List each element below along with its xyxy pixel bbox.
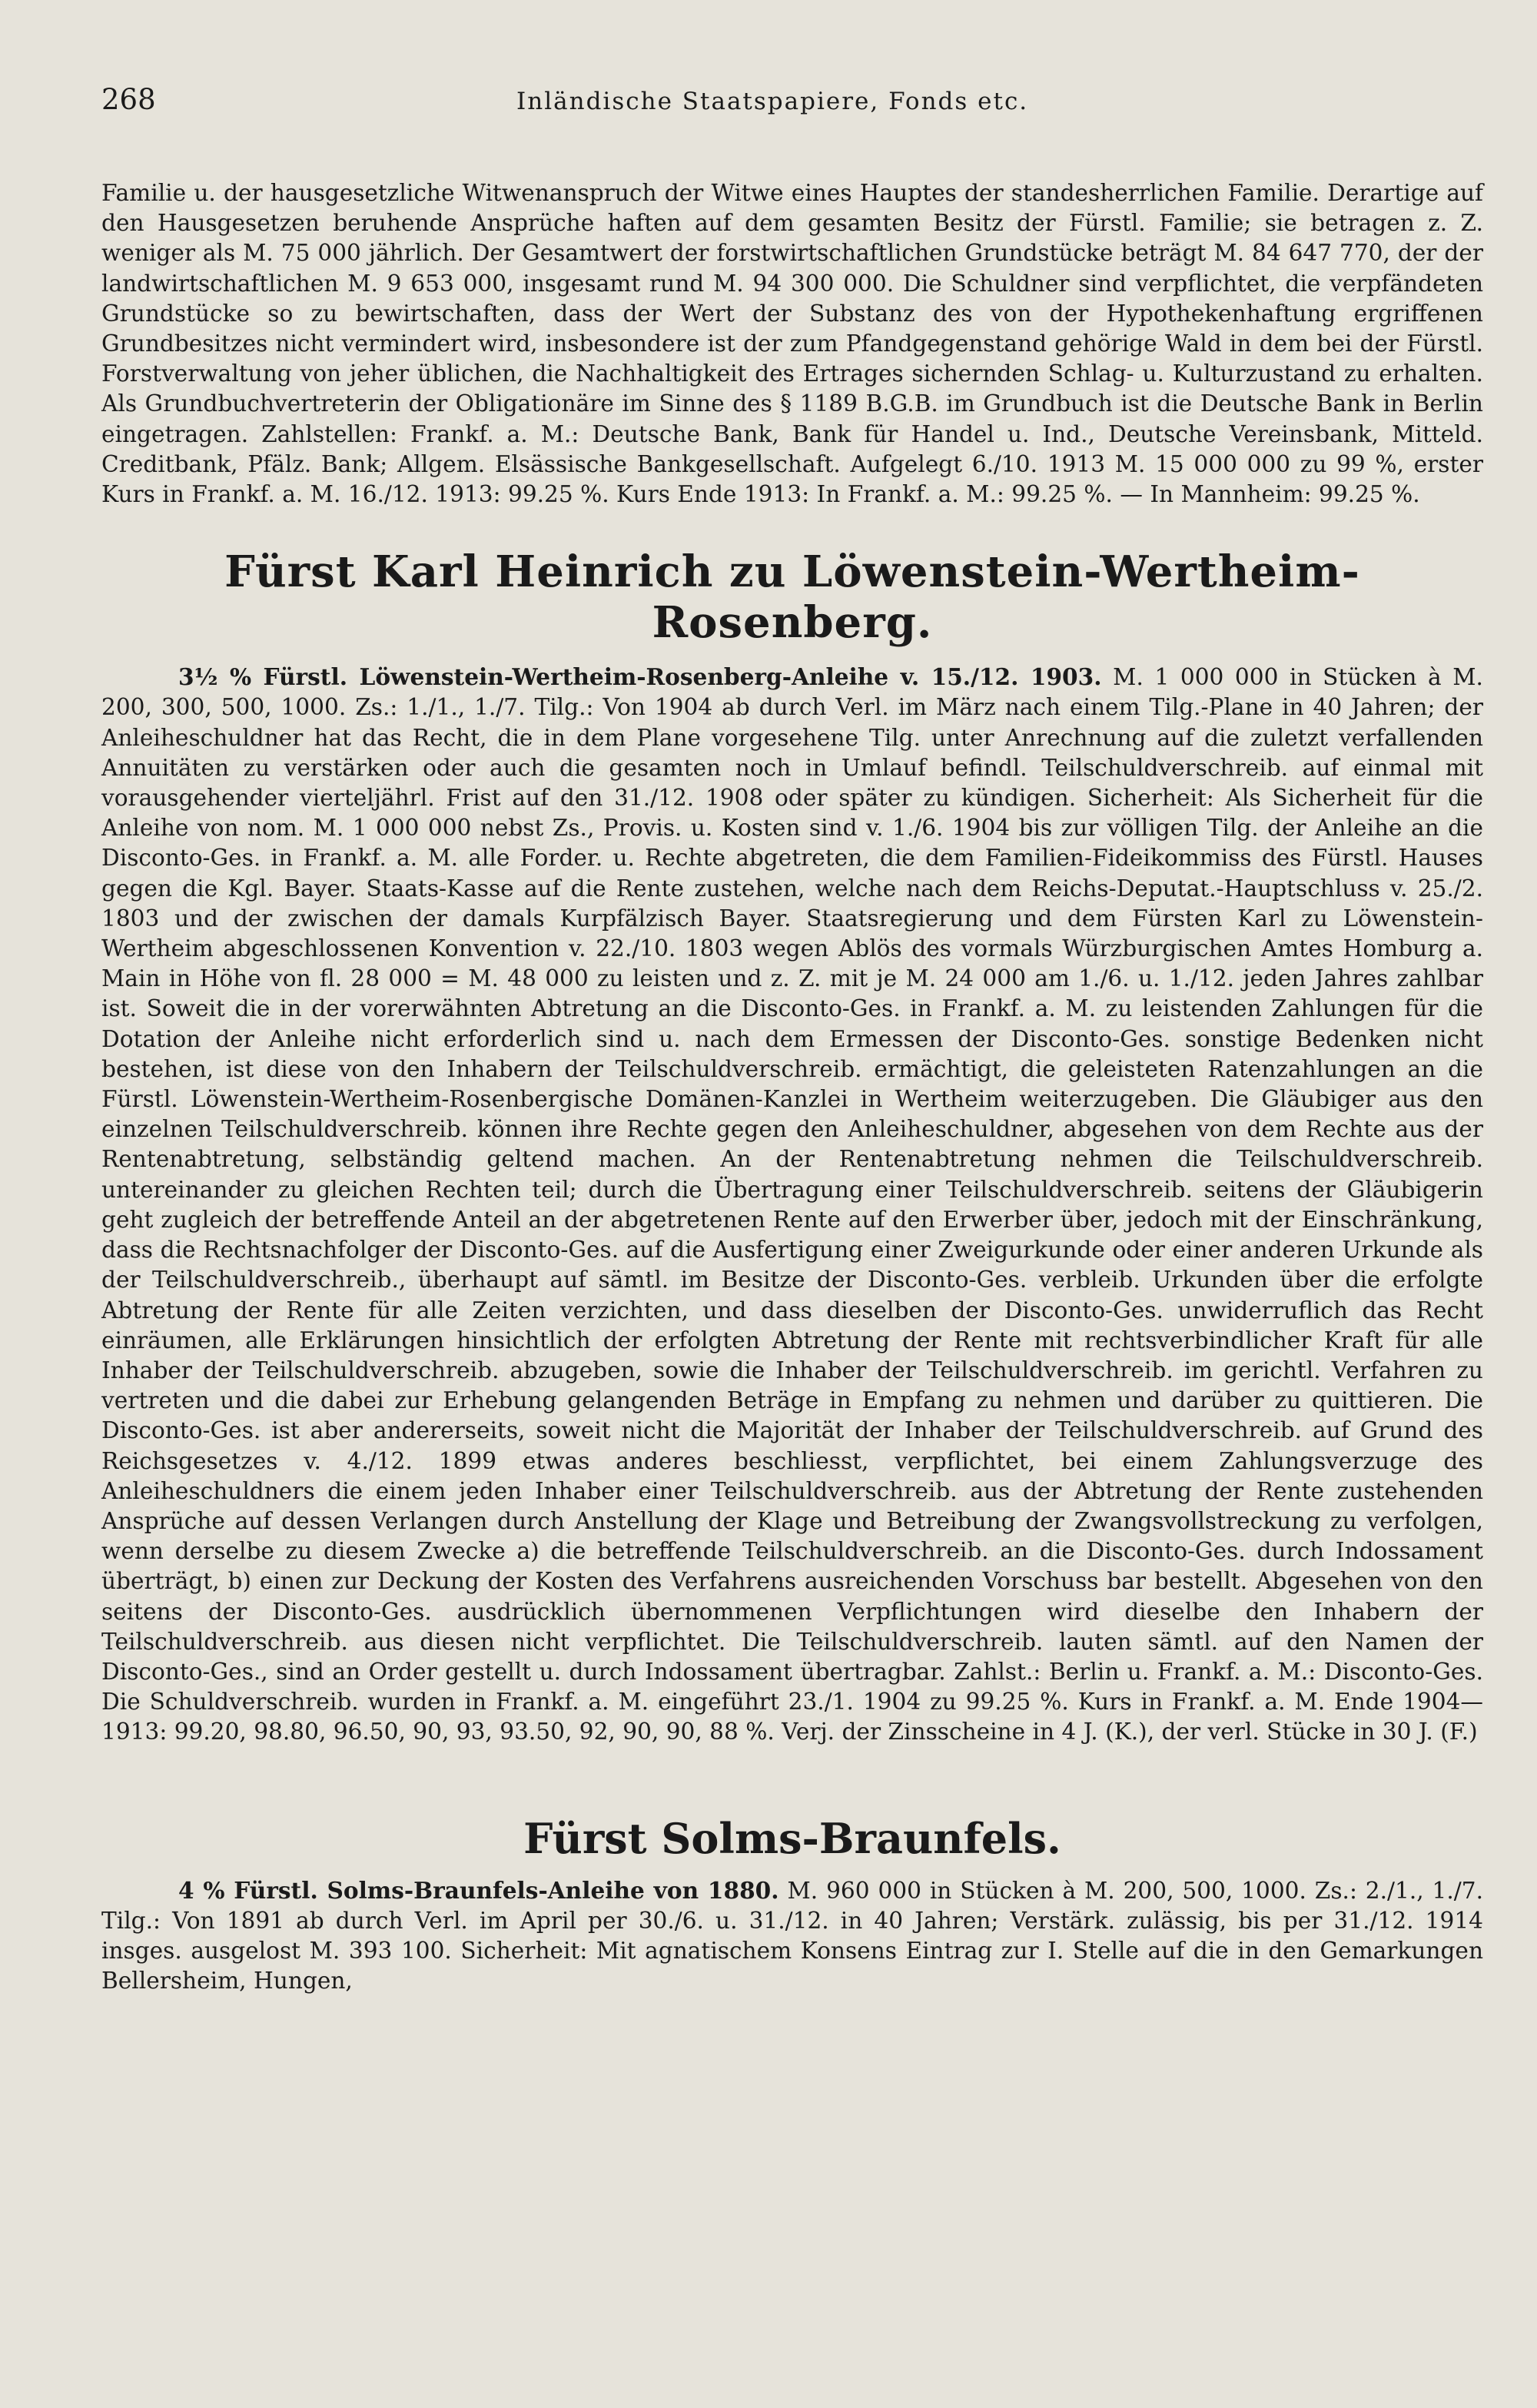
loan-paragraph-loewenstein xyxy=(101,662,1483,1747)
running-header xyxy=(101,83,1483,137)
section-heading-loewenstein: Fürst Karl Heinrich zu Löwenstein-Wertheim-Rosenberg. xyxy=(224,546,1360,649)
loan-text-loewenstein: M. 1 000 000 in Stücken à M. 200, 300, 500, 1000. Zs.: 1./1., 1./7. Tilg.: Von 1904 ab durch Verl. im März nach einem Tilg.-Plane in 40 Jahren; der Anleiheschuldner hat das Recht, die in dem Plane vorgesehene Tilg. unter Anrechnung auf die zuletzt verfallenden Annuitäten zu verstärken oder auch die gesamten noch in Umlauf befindl. Teilschuldverschreib. auf einmal mit vorausgehender vierteljährl. Frist auf den 31./12. 1908 oder später zu kündigen. Sicherheit: Als Sicherheit für die Anleihe von nom. M. 1 000 000 nebst Zs., Provis. u. Kosten sind v. 1./6. 1904 bis zur völligen Tilg. der Anleihe an die Disconto-Ges. in Frankf. a. M. alle Forder. u. Rechte abgetreten, die dem Familien-Fideikommiss des Fürstl. Hauses gegen die Kgl. Bayer. Staats-Kasse auf die Rente zustehen, welche nach dem Reichs-Deputat.-Hauptschluss v. 25./2. 1803 und der zwischen der damals Kurpfälzisch Bayer. Staatsregierung und dem Fürsten Karl zu Löwenstein-Wertheim abgeschlossenen Konvention v. 22./10. 1803 wegen Ablös des vormals Würzburgischen Amtes Homburg a. Main in Höhe von fl. 28 000 = M. 48 000 zu leisten und z. Z. mit je M. 24 000 am 1./6. u. 1./12. jeden Jahres zahlbar ist. Soweit die in der vorerwähnten Abtretung an die Disconto-Ges. in Frankf. a. M. zu leistenden Zahlungen für die Dotation der Anleihe nicht erforderlich sind u. nach dem Ermessen der Disconto-Ges. sonstige Bedenken nicht bestehen, ist diese von den Inhabern der Teilschuldverschreib. ermächtigt, die geleisteten Ratenzahlungen an die Fürstl. Löwenstein-Wertheim-Rosenbergische Domänen-Kanzlei in Wertheim weiterzugeben. Die Gläubiger aus den einzelnen Teilschuldverschreib. können ihre Rechte gegen den Anleiheschuldner, abgesehen von dem Rechte aus der Rentenabtretung, selbständig geltend machen. An der Rentenabtretung nehmen die Teilschuldverschreib. untereinander zu gleichen Rechten teil; durch die Übertragung einer Teilschuldverschreib. seitens der Gläubigerin geht zugleich der betreffende Anteil an der abgetretenen Rente auf den Erwerber über, jedoch mit der Einschränkung, dass die Rechtsnachfolger der Disconto-Ges. auf die Ausfertigung einer Zweigurkunde oder einer anderen Urkunde als der Teilschuldverschreib., überhaupt auf sämtl. im Besitze der Disconto-Ges. verbleib. Urkunden über die erfolgte Abtretung der Rente für alle Zeiten verzichten, und dass dieselben der Disconto-Ges. unwiderruflich das Recht einräumen, alle Erklärungen hinsichtlich der erfolgten Abtretung der Rente mit rechtsverbindlicher Kraft für alle Inhaber der Teilschuldverschreib. abzugeben, sowie die Inhaber der Teilschuldverschreib. im gerichtl. Verfahren zu vertreten und die dabei zur Erhebung gelangenden Beträge in Empfang zu nehmen und darüber zu quittieren. Die Disconto-Ges. ist aber andererseits, soweit nicht die Majorität der Inhaber der Teilschuldverschreib. auf Grund des Reichsgesetzes v. 4./12. 1899 etwas anderes beschliesst, verpflichtet, bei einem Zahlungsverzuge des Anleiheschuldners die einem jeden Inhaber einer Teilschuldverschreib. aus der Abtretung der Rente zustehenden Ansprüche auf dessen Verlangen durch Anstellung der Klage und Betreibung der Zwangsvollstreckung zu verfolgen, wenn derselbe zu diesem Zwecke a) die betreffende Teilschuldverschreib. an die Disconto-Ges. durch Indossament überträgt, b) einen zur Deckung der Kosten des Verfahrens ausreichenden Vorschuss bar bestellt. Abgesehen von den seitens der Disconto-Ges. ausdrücklich übernommenen Verpflichtungen wird dieselbe den Inhabern der Teilschuldverschreib. aus diesen nicht verpflichtet. Die Teilschuldverschreib. lauten sämtl. auf den Namen der Disconto-Ges., sind an Order gestellt u. durch Indossament übertragbar. Zahlst.: Berlin u. Frankf. a. M.: Disconto-Ges. Die Schuldverschreib. wurden in Frankf. a. M. eingeführt 23./1. 1904 zu 99.25 %. Kurs in Frankf. a. M. Ende 1904—1913: 99.20, 98.80, 96.50, 90, 93, 93.50, 92, 90, 90, 88 %. Verj. der Zinsscheine in 4 J. (K.), der verl. Stücke in 30 J. (F.) xyxy=(101,664,1483,1745)
loan-title-solms: 4 % Fürstl. Solms-Braunfels-Anleihe von 1880. xyxy=(178,1876,779,1904)
loan-text-solms: M. 960 000 in Stücken à M. 200, 500, 1000. Zs.: 2./1., 1./7. Tilg.: Von 1891 ab durch Verl. im April per 30./6. u. 31./12. in 40 Jahren; Verstärk. zulässig, bis per 31./12. 1914 insges. ausgelost M. 393 100. Sicherheit: Mit agnatischem Konsens Eintrag zur I. Stelle auf die in den Gemarkungen Bellersheim, Hungen, xyxy=(101,1877,1483,1994)
section-heading-solms: Fürst Solms-Braunfels. xyxy=(523,1813,1061,1863)
loan-paragraph-solms xyxy=(101,1875,1483,1997)
loan-title-loewenstein: 3½ % Fürstl. Löwenstein-Wertheim-Rosenberg-Anleihe v. 15./12. 1903. xyxy=(178,663,1102,691)
page-number: 268 xyxy=(101,83,156,116)
continued-paragraph: Familie u. der hausgesetzliche Witwenanspruch der Witwe eines Hauptes der standesherrlichen Familie. Derartige auf den Hausgesetzen beruhende Ansprüche haften auf dem gesamten Besitz der Fürstl. Familie; sie betragen z. Z. weniger als M. 75 000 jährlich. Der Gesamtwert der forstwirtschaftlichen Grundstücke beträgt M. 84 647 770, der der landwirtschaftlichen M. 9 653 000, insgesamt rund M. 94 300 000. Die Schuldner sind verpflichtet, die verpfändeten Grundstücke so zu bewirtschaften, dass der Wert der Substanz des von der Hypothekenhaftung ergriffenen Grundbesitzes nicht vermindert wird, insbesondere ist der zum Pfandgegenstand gehörige Wald in dem bei der Fürstl. Forstverwaltung von jeher üblichen, die Nachhaltigkeit des Ertrages sichernden Schlag- u. Kulturzustand zu erhalten. Als Grundbuchvertreterin der Obligationäre im Sinne des § 1189 B.G.B. im Grundbuch ist die Deutsche Bank in Berlin eingetragen. Zahlstellen: Frankf. a. M.: Deutsche Bank, Bank für Handel u. Ind., Deutsche Vereinsbank, Mitteld. Creditbank, Pfälz. Bank; Allgem. Elsässische Bankgesellschaft. Aufgelegt 6./10. 1913 M. 15 000 000 zu 99 %, erster Kurs in Frankf. a. M. 16./12. 1913: 99.25 %. Kurs Ende 1913: In Frankf. a. M.: 99.25 %. — In Mannheim: 99.25 %. xyxy=(101,180,1483,508)
running-title: Inländische Staatspapiere, Fonds etc. xyxy=(516,88,1029,115)
